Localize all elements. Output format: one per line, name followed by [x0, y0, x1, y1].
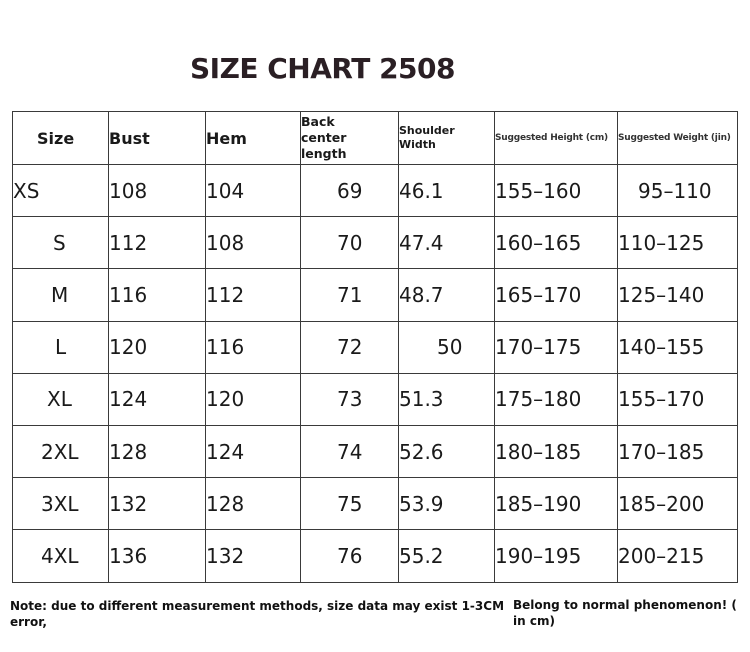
cell-height: 160–165 [495, 217, 618, 269]
header-suggested-height: Suggested Height (cm) [495, 112, 618, 165]
table-row [13, 321, 738, 373]
cell-back-length: 73 [301, 373, 399, 425]
header-suggested-weight: Suggested Weight (jin) [618, 112, 738, 165]
cell-height: 155–160 [495, 165, 618, 217]
cell-shoulder: 50 [399, 321, 495, 373]
cell-shoulder: 48.7 [399, 269, 495, 321]
measurement-note: Note: due to different measurement methods, size data may exist 1-3CM error, [10, 599, 505, 629]
cell-size: L [13, 321, 109, 373]
cell-weight: 125–140 [618, 269, 738, 321]
cell-hem: 124 [206, 425, 301, 477]
cell-back-length: 70 [301, 217, 399, 269]
cell-bust: 112 [109, 217, 206, 269]
table-row [13, 478, 738, 530]
cell-hem: 132 [206, 530, 301, 582]
cell-weight: 170–185 [618, 425, 738, 477]
cell-shoulder: 53.9 [399, 478, 495, 530]
cell-bust: 120 [109, 321, 206, 373]
table-row [13, 425, 738, 477]
cell-hem: 128 [206, 478, 301, 530]
cell-height: 175–180 [495, 373, 618, 425]
cell-bust: 124 [109, 373, 206, 425]
table-row [13, 269, 738, 321]
size-chart-table [12, 111, 738, 583]
table-row [13, 165, 738, 217]
cell-hem: 120 [206, 373, 301, 425]
cell-size: 2XL [13, 425, 109, 477]
cell-height: 185–190 [495, 478, 618, 530]
cell-size: 4XL [13, 530, 109, 582]
cell-weight: 155–170 [618, 373, 738, 425]
cell-hem: 108 [206, 217, 301, 269]
cell-hem: 116 [206, 321, 301, 373]
header-size: Size [13, 112, 109, 165]
cell-height: 165–170 [495, 269, 618, 321]
cell-shoulder: 52.6 [399, 425, 495, 477]
cell-weight: 200–215 [618, 530, 738, 582]
page-title: SIZE CHART 2508 [190, 52, 455, 85]
cell-size: XL [13, 373, 109, 425]
cell-back-length: 74 [301, 425, 399, 477]
cell-weight: 110–125 [618, 217, 738, 269]
cell-back-length: 72 [301, 321, 399, 373]
header-shoulder-width: Shoulder Width [399, 112, 495, 165]
table-row [13, 530, 738, 582]
cell-height: 170–175 [495, 321, 618, 373]
cell-back-length: 76 [301, 530, 399, 582]
header-back-center-length: Back center length [301, 112, 399, 165]
cell-bust: 132 [109, 478, 206, 530]
table-row [13, 373, 738, 425]
cell-shoulder: 47.4 [399, 217, 495, 269]
cell-back-length: 71 [301, 269, 399, 321]
cell-size: M [13, 269, 109, 321]
cell-size: XS [13, 165, 109, 217]
header-bust: Bust [109, 112, 206, 165]
cell-bust: 116 [109, 269, 206, 321]
cell-size: S [13, 217, 109, 269]
header-hem: Hem [206, 112, 301, 165]
measurement-note-unit: Belong to normal phenomenon! ( in cm) [513, 598, 737, 628]
cell-shoulder: 55.2 [399, 530, 495, 582]
cell-size: 3XL [13, 478, 109, 530]
table-header-row [13, 112, 738, 165]
cell-bust: 128 [109, 425, 206, 477]
cell-hem: 112 [206, 269, 301, 321]
cell-bust: 108 [109, 165, 206, 217]
cell-back-length: 69 [301, 165, 399, 217]
cell-shoulder: 46.1 [399, 165, 495, 217]
cell-weight: 95–110 [618, 165, 738, 217]
cell-shoulder: 51.3 [399, 373, 495, 425]
cell-height: 190–195 [495, 530, 618, 582]
cell-bust: 136 [109, 530, 206, 582]
cell-back-length: 75 [301, 478, 399, 530]
table-row [13, 217, 738, 269]
cell-weight: 140–155 [618, 321, 738, 373]
cell-hem: 104 [206, 165, 301, 217]
cell-height: 180–185 [495, 425, 618, 477]
cell-weight: 185–200 [618, 478, 738, 530]
